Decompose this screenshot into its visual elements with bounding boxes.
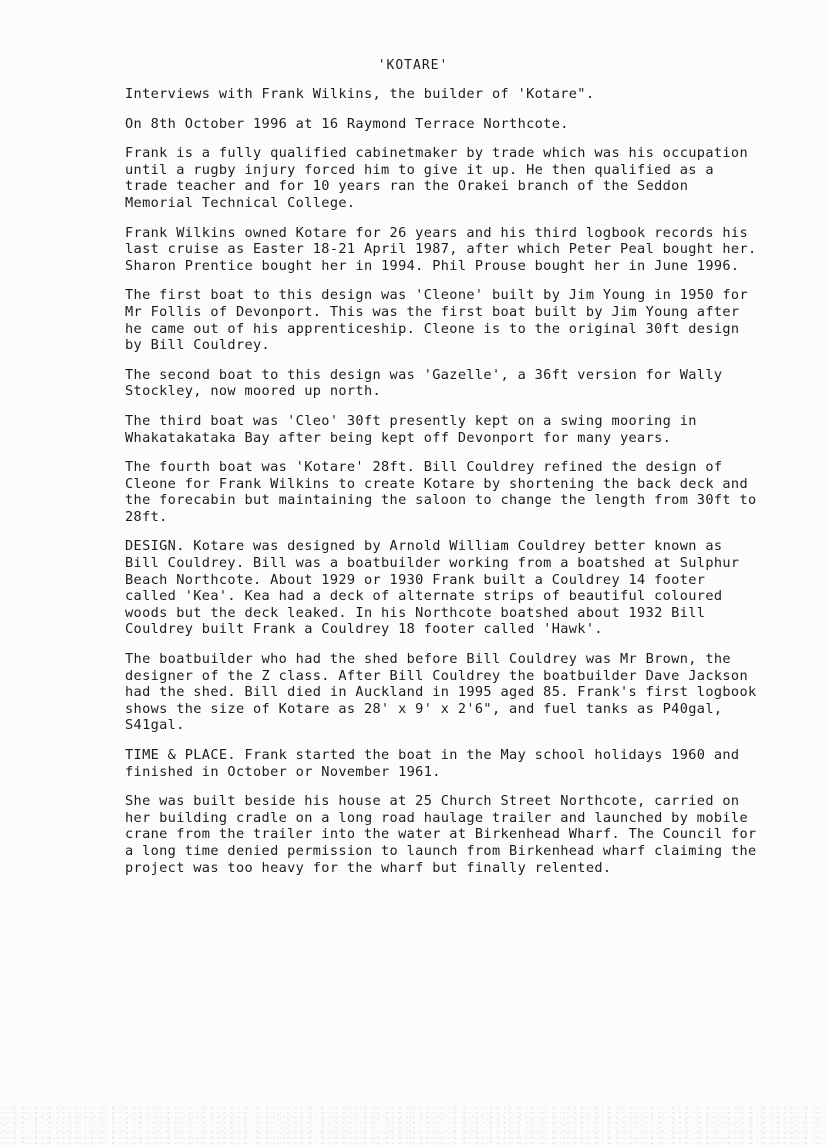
document-body bbox=[125, 86, 765, 889]
scan-noise-strip bbox=[0, 1105, 826, 1145]
paragraph-second-boat: The second boat to this design was 'Gazelle', a 36ft version for Wally Stockley, now moored up north. bbox=[125, 366, 723, 400]
paragraph-frank-background: Frank is a fully qualified cabinetmaker by trade which was his occupation until a rugby injury forced him to give it up. He then qualified as a trade teacher and for 10 years ran the Orakei branch of the Seddon Memorial Technical College. bbox=[125, 145, 748, 211]
paragraph-third-boat: The third boat was 'Cleo' 30ft presently kept on a swing mooring in Whakatakataka Bay after being kept off Devonport for many years. bbox=[125, 412, 697, 446]
paragraph-design: DESIGN. Kotare was designed by Arnold William Couldrey better known as Bill Couldrey. Bill was a boatbuilder working from a boatshed at Sulphur Beach Northcote. About 1929 or 1930 Frank built a Couldrey 14 footer called 'Kea'. Kea had a deck of alternate strips of beautiful coloured woods but the deck leaked. In his Northcote boatshed about 1932 Bill Couldrey built Frank a Couldrey 18 footer called 'Hawk'. bbox=[125, 538, 740, 638]
paragraph-launch: She was built beside his house at 25 Church Street Northcote, carried on her building cradle on a long road haulage trailer and launched by mobile crane from the trailer into the water at Birkenhead Wharf. The Council for a long time denied permission to launch from Birkenhead wharf claiming the project was too heavy for the wharf but finally relented. bbox=[125, 793, 757, 876]
paragraph-interview-intro: Interviews with Frank Wilkins, the builder of 'Kotare". bbox=[125, 86, 595, 102]
document-title: 'KOTARE' bbox=[377, 58, 449, 73]
paragraph-boatbuilder-shed: The boatbuilder who had the shed before Bill Couldrey was Mr Brown, the designer of the Z class. After Bill Couldrey the boatbuilder Dave Jackson had the shed. Bill died in Auckland in 1995 aged 85. Frank's first logbook shows the size of Kotare as 28' x 9' x 2'6", and fuel tanks as P40gal, S41gal. bbox=[125, 651, 757, 734]
paragraph-first-boat: The first boat to this design was 'Cleone' built by Jim Young in 1950 for Mr Follis of Devonport. This was the first boat built by Jim Young after he came out of his apprenticeship. Cleone is to the original 30ft design by Bill Couldrey. bbox=[125, 287, 748, 354]
paragraph-ownership: Frank Wilkins owned Kotare for 26 years and his third logbook records his last cruise as Easter 18-21 April 1987, after which Peter Peal bought her. Sharon Prentice bought her in 1994. Phil Prouse bought her in June 1996. bbox=[125, 224, 757, 274]
paragraph-time-place: TIME & PLACE. Frank started the boat in the May school holidays 1960 and finished in October or November 1961. bbox=[125, 747, 740, 780]
paragraph-fourth-boat: The fourth boat was 'Kotare' 28ft. Bill Couldrey refined the design of Cleone for Frank Wilkins to create Kotare by shortening the back deck and the forecabin but maintaining the saloon to change the length from 30ft to 28ft. bbox=[125, 459, 757, 525]
paragraph-interview-date: On 8th October 1996 at 16 Raymond Terrace Northcote. bbox=[125, 115, 569, 132]
